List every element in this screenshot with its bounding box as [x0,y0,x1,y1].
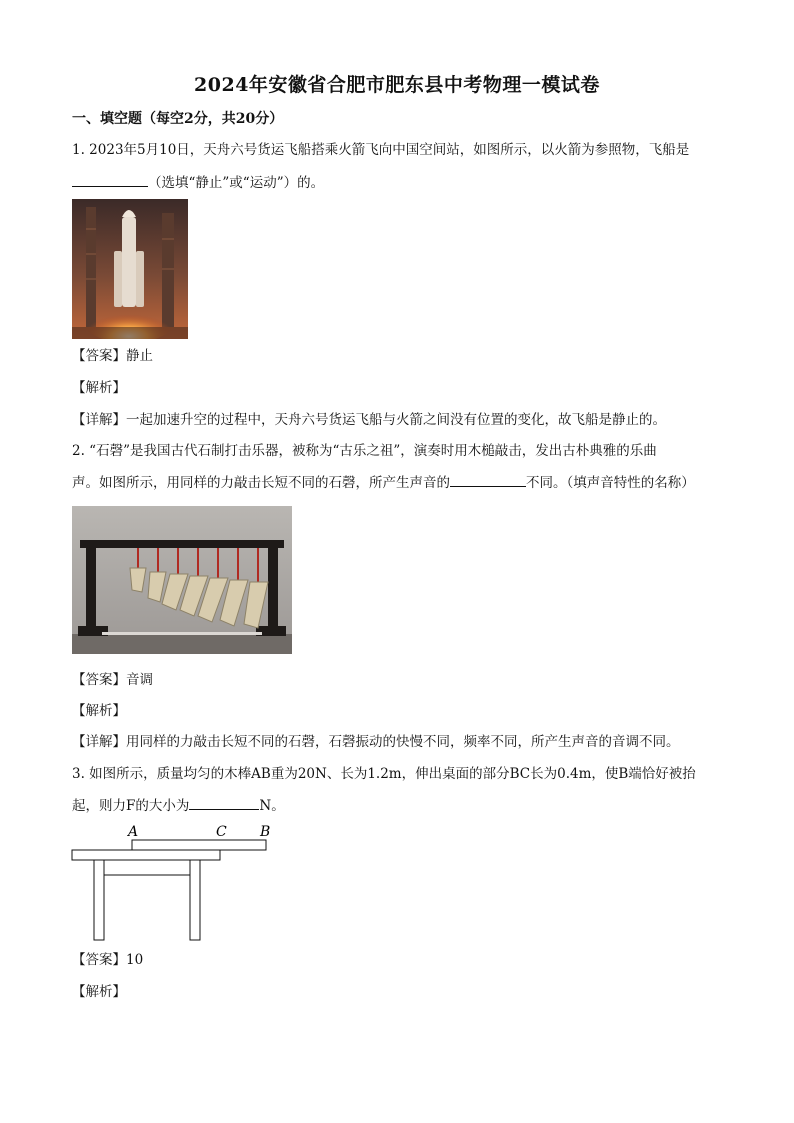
q2-detail-text: 用同样的力敲击长短不同的石磬，石磬振动的快慢不同，频率不同，所产生声音的音调不同。 [126,734,680,750]
q2-text-line2 [72,472,695,493]
q2-text-line2-tail: 不同。（填声音特性的名称） [526,475,695,491]
q1-text-line2 [72,172,324,193]
q1-answer-row [72,346,153,366]
q3-text-line2-head: 起，则力F的大小为 [72,798,190,814]
q2-answer-value: 音调 [126,672,153,688]
q2-answer-row [72,670,153,690]
rocket-launch-image [72,199,188,339]
q1-text-line2-tail: （选填“静止”或“运动”）的。 [148,175,325,191]
q2-answer-label: 【答案】 [72,672,126,688]
q3-answer-value: 10 [126,952,144,968]
q2-detail-row [72,732,680,752]
page-title: 2024年安徽省合肥市肥东县中考物理一模试卷 [194,74,600,96]
q2-text-line2-head: 声。如图所示，用同样的力敲击长短不同的石磬，所产生声音的 [72,475,450,491]
q1-text-line1: 1. 2023年5月10日，天舟六号货运飞船搭乘火箭飞向中国空间站，如图所示，以火箭为参照物，飞船是 [72,142,690,158]
q3-text-line2 [72,795,285,816]
q1-detail-label: 【详解】 [72,412,126,428]
label-c: C [216,824,227,840]
q1-answer-value: 静止 [126,348,153,364]
label-a: A [128,824,139,840]
q2-detail-label: 【详解】 [72,734,126,750]
q2-analysis-label: 【解析】 [72,703,126,719]
q1-answer-label: 【答案】 [72,348,126,364]
table-leg-left [94,860,104,940]
table-top [72,850,220,860]
q2-answer-blank [450,472,526,487]
q1-detail-row [72,410,666,430]
label-b: B [260,824,271,840]
wooden-rod [132,840,266,850]
q3-answer-label: 【答案】 [72,952,126,968]
q3-analysis-label: 【解析】 [72,984,126,1000]
table-leg-right [190,860,200,940]
q1-analysis-label: 【解析】 [72,380,126,396]
q1-detail-text: 一起加速升空的过程中，天舟六号货运飞船与火箭之间没有位置的变化，故飞船是静止的。 [126,412,666,428]
lever-table-diagram [70,820,280,944]
section-heading: 一、填空题（每空2分，共20分） [72,111,284,127]
q3-text-line1: 3. 如图所示，质量均匀的木棒AB重为20N、长为1.2m，伸出桌面的部分BC长为0.4m，使B端恰好被抬 [72,766,696,782]
q3-answer-blank [189,795,259,810]
q2-text-line1: 2. “石磬”是我国古代石制打击乐器，被称为“古乐之祖”，演奏时用木槌敲击，发出古朴典雅的乐曲 [72,443,657,459]
q1-answer-blank [72,172,148,187]
q3-answer-row [72,950,143,970]
q3-text-line2-tail: N。 [259,798,285,814]
stone-chime-image [72,506,292,654]
